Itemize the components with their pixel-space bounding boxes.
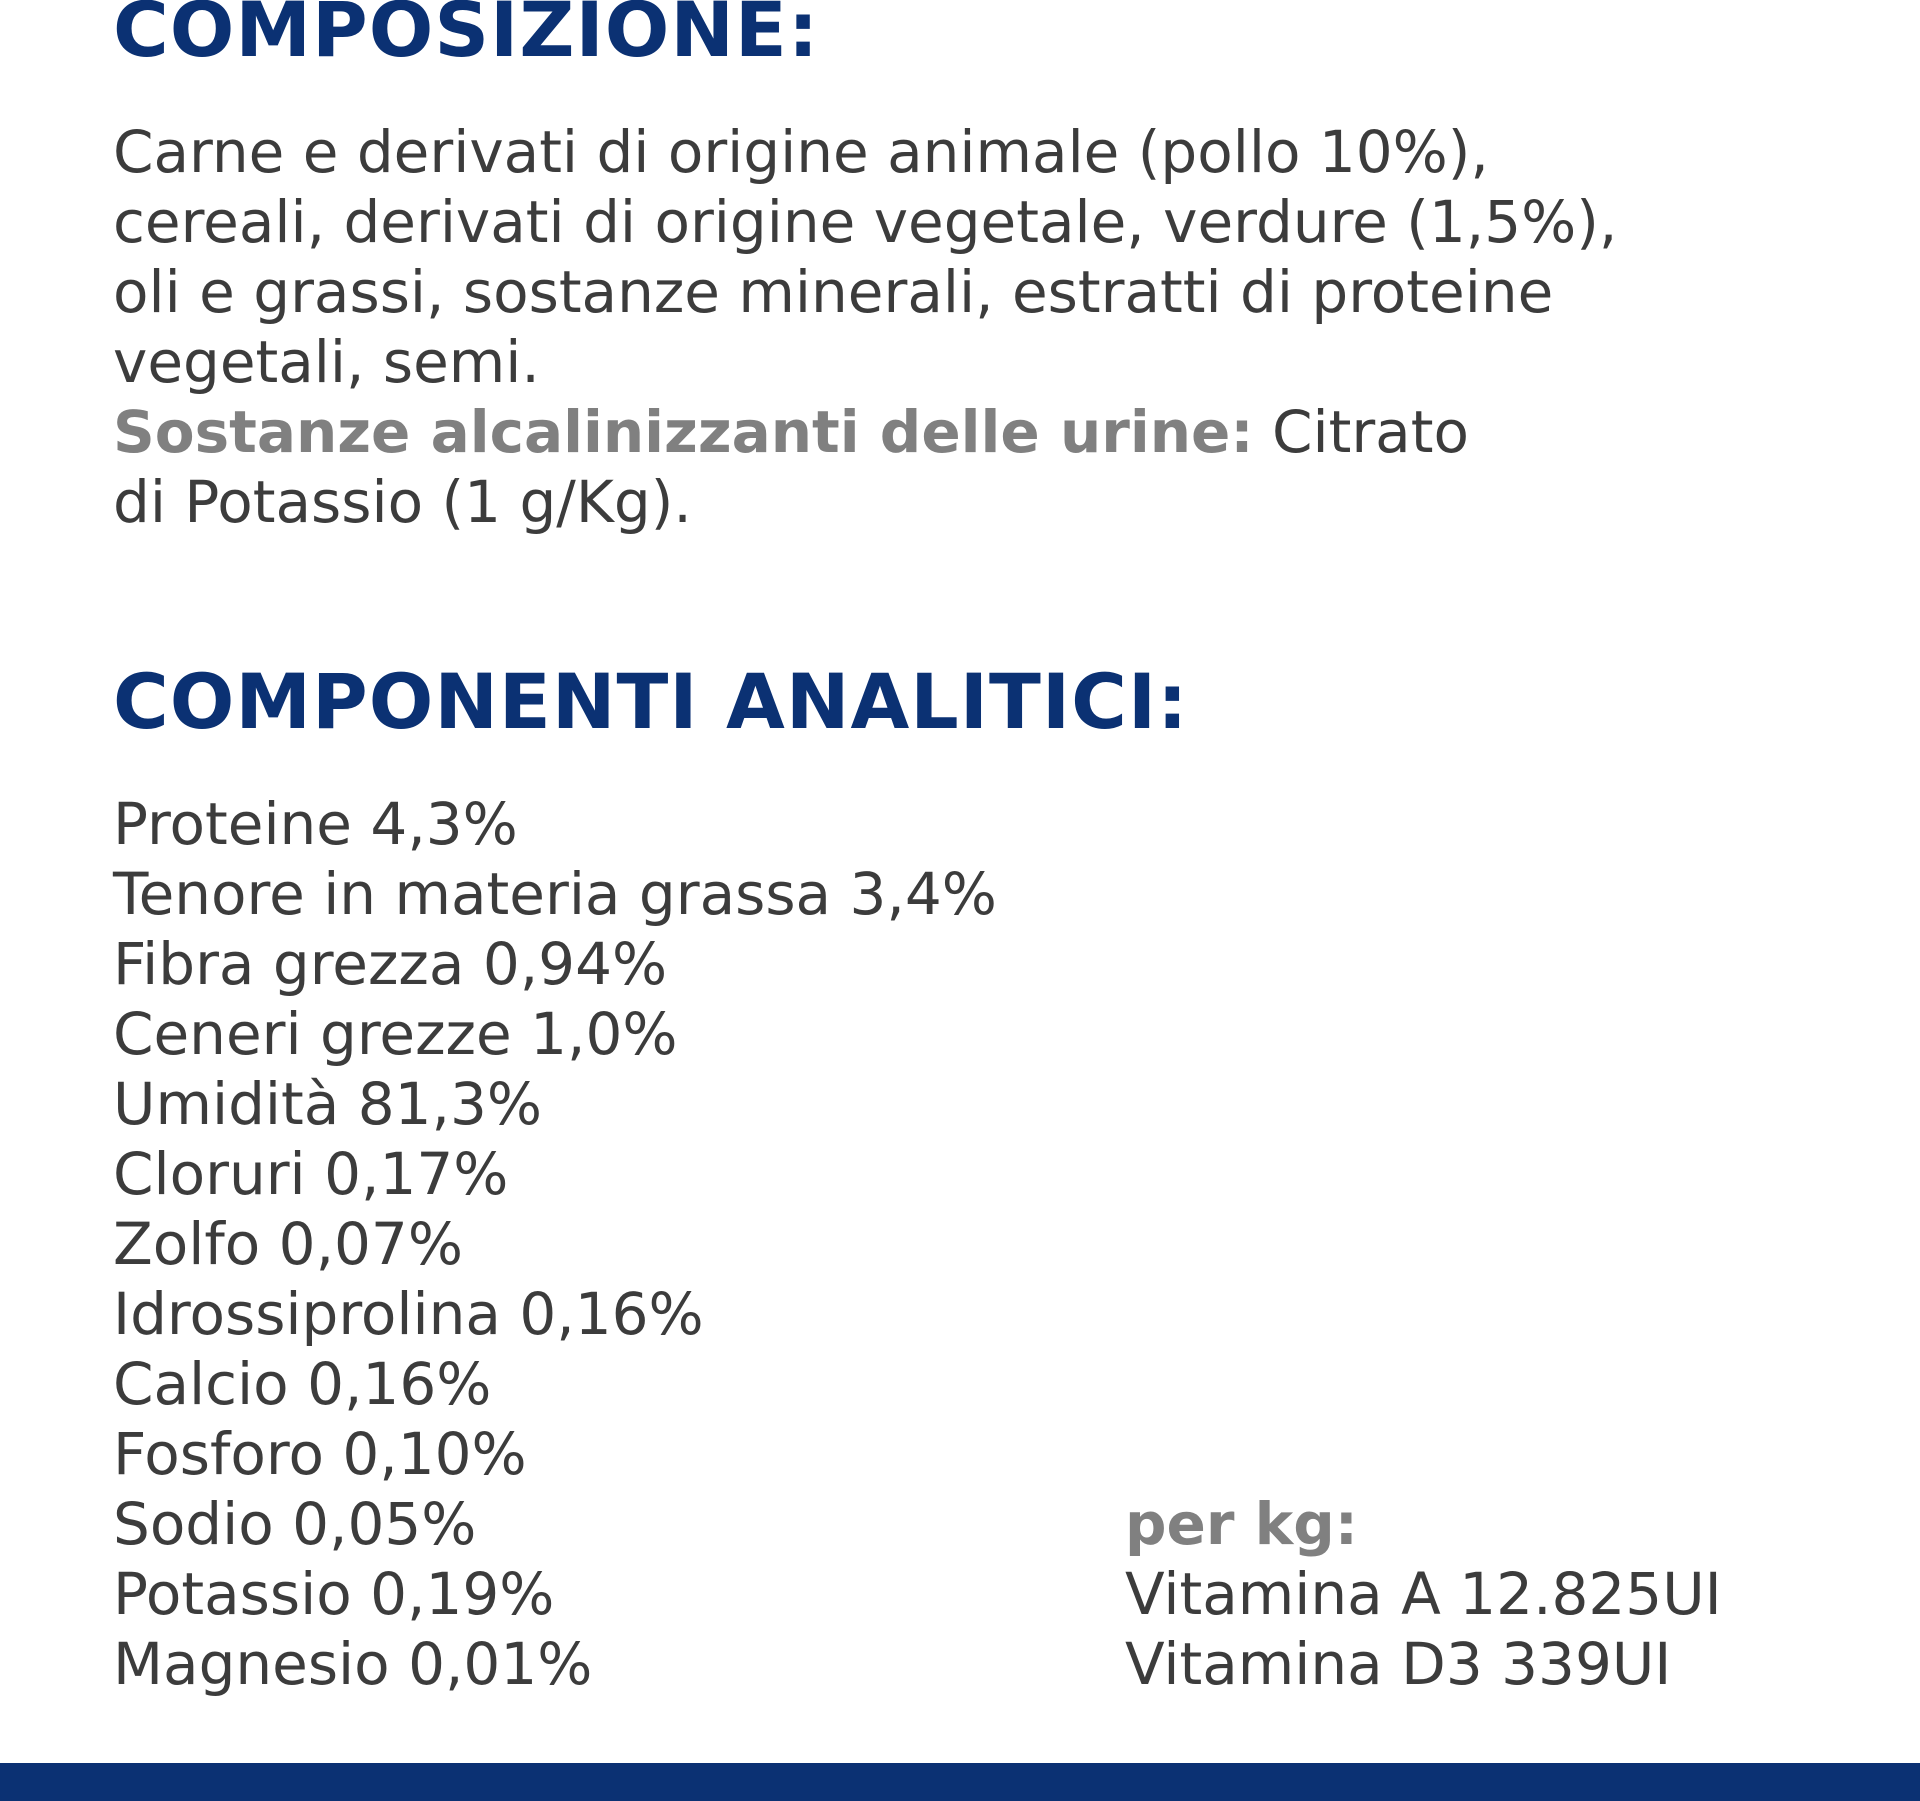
composition-line: oli e grassi, sostanze minerali, estratti di proteine <box>113 258 1554 326</box>
list-item: Umidità 81,3% <box>113 1070 542 1138</box>
list-item: Proteine 4,3% <box>113 790 518 858</box>
alkaline-line-2: di Potassio (1 g/Kg). <box>113 468 692 536</box>
list-item: Sodio 0,05% <box>113 1490 477 1558</box>
footer-bar <box>0 1763 1920 1801</box>
analytical-components-list <box>113 789 997 1699</box>
list-item: Fosforo 0,10% <box>113 1420 527 1488</box>
per-kg-label: per kg: <box>1125 1490 1358 1558</box>
analytical-components-heading: COMPONENTI ANALITICI: <box>113 657 1189 746</box>
list-item: Fibra grezza 0,94% <box>113 930 668 998</box>
list-item: Magnesio 0,01% <box>113 1630 593 1698</box>
composition-line: Carne e derivati di origine animale (pollo 10%), <box>113 118 1489 186</box>
composition-line: cereali, derivati di origine vegetale, verdure (1,5%), <box>113 188 1618 256</box>
alkaline-line <box>113 397 1873 467</box>
vitamin-item: Vitamina D3 339UI <box>1125 1630 1672 1698</box>
composition-paragraph <box>113 117 1873 537</box>
list-item: Idrossiprolina 0,16% <box>113 1280 704 1348</box>
list-item: Potassio 0,19% <box>113 1560 555 1628</box>
list-item: Ceneri grezze 1,0% <box>113 1000 678 1068</box>
list-item: Calcio 0,16% <box>113 1350 492 1418</box>
composition-line: vegetali, semi. <box>113 328 540 396</box>
list-item: Tenore in materia grassa 3,4% <box>113 860 997 928</box>
composition-heading: COMPOSIZIONE: <box>113 0 820 74</box>
list-item: Zolfo 0,07% <box>113 1210 463 1278</box>
alkaline-text: Citrato <box>1253 398 1469 466</box>
vitamin-item: Vitamina A 12.825UI <box>1125 1560 1722 1628</box>
per-kg-block <box>1125 1489 1722 1699</box>
list-item: Cloruri 0,17% <box>113 1140 509 1208</box>
alkaline-label: Sostanze alcalinizzanti delle urine: <box>113 398 1254 466</box>
